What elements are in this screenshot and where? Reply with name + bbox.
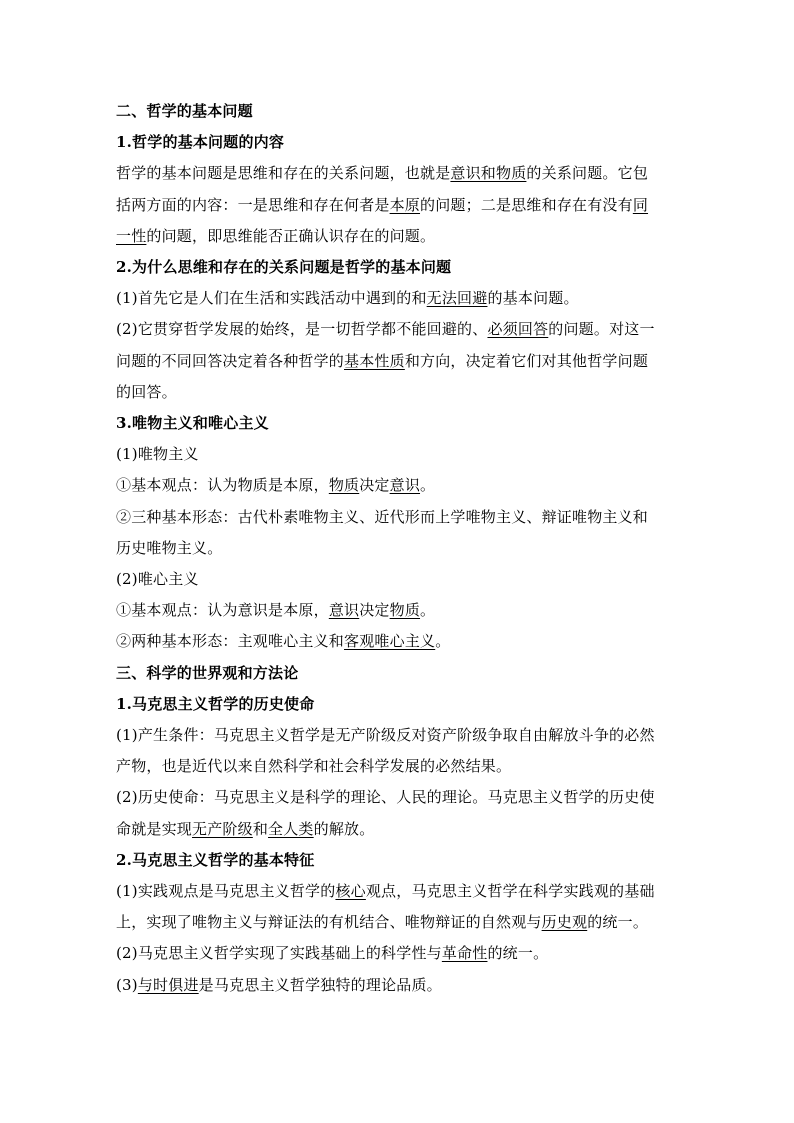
text-segment: (1)首先它是人们在生活和实践活动中遇到的和 <box>116 289 427 308</box>
text-segment: 是马克思主义哲学独特的理论品质。 <box>198 975 442 994</box>
text-segment: 的问题；二是思维和存在有没有 <box>420 195 633 214</box>
underlined-term: 核心 <box>335 882 366 901</box>
text-line <box>116 470 686 501</box>
text-line <box>116 907 686 938</box>
text-segment: (1)产生条件：马克思主义哲学是无产阶级反对资产阶级争取自由解放斗争的必然 <box>116 726 655 745</box>
text-segment: 二、哲学的基本问题 <box>116 102 253 120</box>
text-segment: 1.哲学的基本问题的内容 <box>116 133 285 152</box>
underlined-term: 必须回答 <box>487 320 549 339</box>
text-segment: 1.马克思主义哲学的历史使命 <box>116 694 315 713</box>
text-line <box>116 439 686 470</box>
text-line <box>116 502 686 533</box>
text-line <box>116 314 686 345</box>
section-heading <box>116 689 686 720</box>
text-segment: 的回答。 <box>116 382 177 401</box>
text-segment: 的问题，即思维能否正确认识存在的问题。 <box>146 226 436 245</box>
underlined-term: 革命性 <box>441 944 488 963</box>
text-segment: 上，实现了唯物主义与辩证法的有机结合、唯物辩证的自然观与 <box>116 913 542 932</box>
text-segment: 的统一。 <box>487 944 549 963</box>
text-line <box>116 564 686 595</box>
text-segment: 2.马克思主义哲学的基本特征 <box>116 850 315 869</box>
text-segment: 决定 <box>359 601 390 620</box>
underlined-term: 客观唯心主义 <box>344 632 436 651</box>
text-segment: ①基本观点：认为物质是本原， <box>116 476 329 495</box>
text-line <box>116 782 686 813</box>
underlined-term: 一性 <box>116 226 147 245</box>
underlined-term: 无法回避 <box>426 289 488 308</box>
text-segment: ②两种基本形态：主观唯心主义和 <box>116 632 345 651</box>
text-segment: 2.为什么思维和存在的关系问题是哲学的基本问题 <box>116 258 452 277</box>
text-line <box>116 221 686 252</box>
text-line <box>116 720 686 751</box>
text-segment: 的解放。 <box>313 819 375 838</box>
text-segment: 。 <box>420 476 436 495</box>
underlined-term: 意识 <box>328 601 360 620</box>
text-segment: (2)它贯穿哲学发展的始终，是一切哲学都不能回避的、 <box>116 320 488 339</box>
text-line <box>116 158 686 189</box>
text-line <box>116 876 686 907</box>
document-body <box>116 96 686 1001</box>
text-segment: 决定 <box>359 476 390 495</box>
underlined-term: 与时俱进 <box>137 975 199 994</box>
text-segment: 。 <box>420 601 436 620</box>
underlined-term: 历史观 <box>541 913 588 932</box>
underlined-term: 全人类 <box>268 819 314 838</box>
text-line <box>116 938 686 969</box>
text-line <box>116 283 686 314</box>
text-segment: 。 <box>435 632 451 651</box>
section-heading <box>116 408 686 439</box>
underlined-term: 意识 <box>389 476 421 495</box>
text-line <box>116 814 686 845</box>
underlined-term: 物质 <box>328 476 360 495</box>
text-segment: (1)唯物主义 <box>116 445 199 464</box>
text-segment: 的基本问题。 <box>487 289 579 308</box>
text-segment: 命就是实现 <box>116 819 193 838</box>
section-heading <box>116 96 686 127</box>
text-line <box>116 970 686 1001</box>
text-segment: 和方向，决定着它们对其他哲学问题 <box>404 351 649 370</box>
text-segment: (3) <box>116 975 138 994</box>
text-line <box>116 595 686 626</box>
underlined-term: 意识和物质 <box>450 164 527 183</box>
text-segment: ①基本观点：认为意识是本原， <box>116 601 329 620</box>
underlined-term: 无产阶级 <box>192 819 253 838</box>
text-segment: 的关系问题。它包 <box>526 164 649 183</box>
text-segment: 的统一。 <box>587 913 649 932</box>
underlined-term: 物质 <box>389 601 421 620</box>
text-segment: (2)历史使命：马克思主义是科学的理论、人民的理论。马克思主义哲学的历史使 <box>116 788 655 807</box>
text-segment: 产物，也是近代以来自然科学和社会科学发展的必然结果。 <box>116 757 512 776</box>
text-line <box>116 346 686 377</box>
underlined-term: 基本性质 <box>344 351 405 370</box>
text-segment: (2)马克思主义哲学实现了实践基础上的科学性与 <box>116 944 442 963</box>
text-line <box>116 751 686 782</box>
underlined-term: 本原 <box>389 195 421 214</box>
text-segment: 和 <box>252 819 269 838</box>
text-line <box>116 533 686 564</box>
text-line <box>116 626 686 657</box>
section-heading <box>116 127 686 158</box>
text-segment: 3.唯物主义和唯心主义 <box>116 414 269 433</box>
text-line <box>116 377 686 408</box>
section-heading <box>116 845 686 876</box>
text-segment: 括两方面的内容：一是思维和存在何者是 <box>116 195 390 214</box>
text-segment: (1)实践观点是马克思主义哲学的 <box>116 882 336 901</box>
underlined-term: 同 <box>632 195 649 214</box>
text-segment: 观点，马克思主义哲学在科学实践观的基础 <box>365 882 655 901</box>
text-segment: (2)唯心主义 <box>116 570 199 589</box>
text-segment: 三、科学的世界观和方法论 <box>116 663 299 682</box>
text-segment: 问题的不同回答决定着各种哲学的 <box>116 351 345 370</box>
text-segment: 历史唯物主义。 <box>116 538 223 557</box>
section-heading <box>116 252 686 283</box>
text-line <box>116 190 686 221</box>
text-segment: ②三种基本形态：古代朴素唯物主义、近代形而上学唯物主义、辩证唯物主义和 <box>116 507 649 526</box>
section-heading <box>116 658 686 689</box>
text-segment: 的问题。对这一 <box>548 320 655 339</box>
text-segment: 哲学的基本问题是思维和存在的关系问题，也就是 <box>116 164 451 183</box>
